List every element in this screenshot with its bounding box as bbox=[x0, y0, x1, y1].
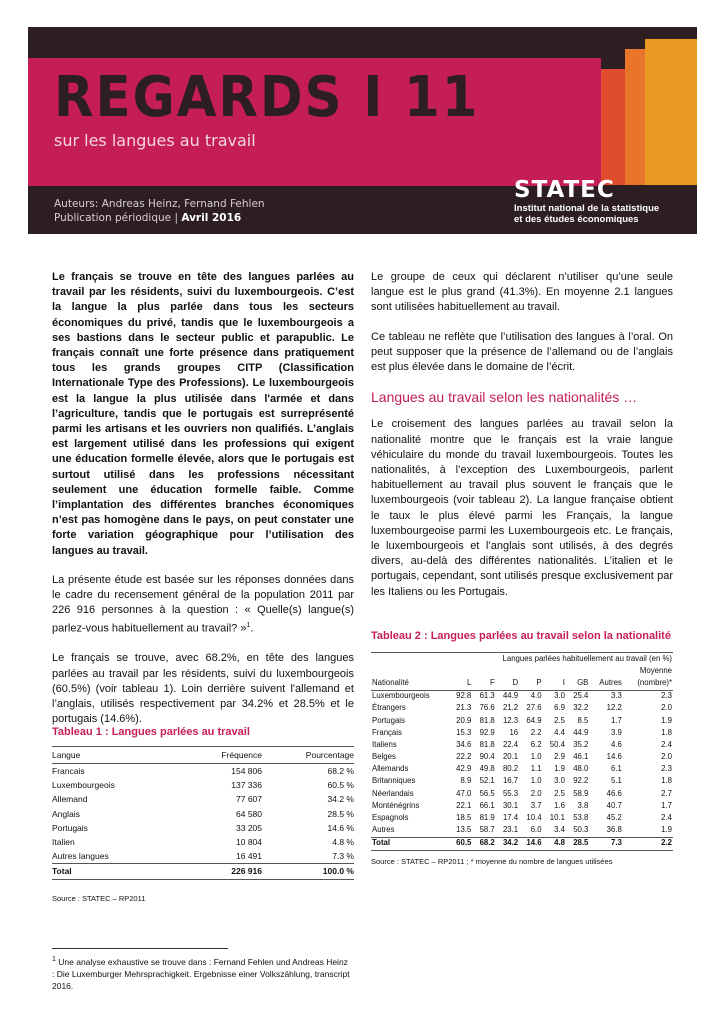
table-cell: 2.3 bbox=[661, 691, 672, 701]
table-cell: 92.2 bbox=[573, 776, 589, 786]
table-cell: 7.3 % bbox=[332, 851, 354, 862]
table-cell: 6.2 bbox=[530, 739, 542, 749]
table-cell: 56.5 bbox=[479, 788, 495, 798]
table-row bbox=[52, 835, 354, 849]
table-cell: 3.3 bbox=[610, 691, 622, 701]
table-2-moyenne-label: Moyenne bbox=[639, 665, 672, 675]
table-cell: 2.2 bbox=[623, 837, 673, 850]
table-cell: 50.3 bbox=[573, 825, 589, 835]
table-cell: Étrangers bbox=[372, 703, 406, 713]
table-cell: 2.9 bbox=[554, 752, 565, 762]
table-cell: 34.6 bbox=[456, 739, 472, 749]
intro-paragraph: Le français se trouve en tête des langues parlées au travail par les résidents, suivi du luxembourgeois. C’est la langue la plus parlée dans tous les secteurs économiques du privé, tandis que le luxembourgeois a ses bastions dans le secteur public et parapublic. Le français connaît une forte présence dans pratiquement tous les grands groupes CITP (Classification Internationale Type des Professions). Le luxembourgeois est la langue la plus utilisée dans l'armée et dans l’agriculture, tandis que le portugais est surreprésenté parmi les artisans et les ouvriers non qualifiés. L’anglais est largement utilisé dans les professions qui exigent une éducation formelle élevée, alors que le portugais est surtout utilisé dans les professions nécessitant seulement une éducation formelle faible. Comme l’implantation des différentes branches économiques n’est pas homogène dans le pays, on peut constater une forte variation géographique pour l’utilisation des langues au travail. bbox=[52, 271, 354, 557]
table-cell: 40.7 bbox=[606, 800, 622, 810]
table-cell: 1.9 bbox=[554, 764, 565, 774]
table-2-header-cell: L bbox=[449, 677, 472, 690]
table-cell: 2.7 bbox=[661, 788, 672, 798]
table-cell: 1.7 bbox=[610, 715, 622, 725]
table-cell: 10.4 bbox=[526, 812, 542, 822]
table-cell: 4.0 bbox=[530, 691, 542, 701]
table-cell: 8.9 bbox=[460, 776, 472, 786]
table-cell: 44.9 bbox=[502, 691, 519, 701]
table-cell: 4.6 bbox=[610, 739, 622, 749]
table-cell: 5.1 bbox=[610, 776, 622, 786]
table-cell: Belges bbox=[372, 752, 396, 762]
left-column bbox=[52, 270, 354, 741]
authors-line: Auteurs: Andreas Heinz, Fernand Fehlen bbox=[54, 198, 265, 210]
table-cell: 92.8 bbox=[456, 691, 472, 701]
table-cell: 92.9 bbox=[479, 727, 495, 737]
table-cell: Portugais bbox=[372, 715, 405, 725]
table-row bbox=[371, 788, 673, 800]
table-cell: 34.2 bbox=[496, 837, 519, 850]
table-cell: 8.5 bbox=[577, 715, 589, 725]
footnote-ref: 1 bbox=[246, 622, 251, 630]
table-cell: 16 491 bbox=[236, 851, 262, 862]
table-cell: 16 bbox=[509, 727, 519, 737]
table-row bbox=[371, 739, 673, 751]
single-language-paragraph: Le groupe de ceux qui déclarent n’utiliser qu’une seule langue est le plus grand (41.3%). En moyenne 2.1 langues sont utilisées habituellement au travail. bbox=[371, 271, 673, 314]
table-cell: Allemands bbox=[372, 764, 409, 774]
table-row bbox=[371, 715, 673, 727]
table-1-header-cell: Pourcentage bbox=[290, 747, 354, 764]
table-cell: 1.1 bbox=[530, 764, 542, 774]
table-row bbox=[52, 807, 354, 821]
table-cell: Allemand bbox=[52, 794, 88, 805]
footnote-separator bbox=[52, 948, 228, 949]
table-1-title: Tableau 1 : Langues parlées au travail bbox=[52, 726, 250, 738]
table-cell: 4.8 bbox=[543, 837, 566, 850]
table-cell: 15.3 bbox=[456, 727, 472, 737]
table-cell: 21.3 bbox=[456, 703, 472, 713]
table-1-grid bbox=[52, 746, 354, 880]
publication-prefix: Publication périodique | bbox=[54, 212, 182, 224]
table-cell: Monténégrins bbox=[372, 800, 420, 810]
table-2-header-cell: D bbox=[496, 677, 519, 690]
institute-line-2: et des études économiques bbox=[514, 214, 639, 225]
table-row bbox=[371, 690, 673, 703]
table-2-header-cell: I bbox=[543, 677, 566, 690]
table-cell: 53.8 bbox=[573, 812, 589, 822]
table-row bbox=[371, 751, 673, 763]
table-cell: 2.0 bbox=[530, 788, 542, 798]
table-cell: 46.1 bbox=[573, 752, 589, 762]
publication-line bbox=[54, 211, 265, 225]
method-text: La présente étude est basée sur les réponses données dans le cadre du recensement général de la population 2011 par 226 916 personnes à la question : « Quelle(s) langue(s) parlez-vous habituellement au travail? » bbox=[52, 573, 354, 636]
table-cell: 7.3 bbox=[589, 837, 622, 850]
table-cell: 16.7 bbox=[502, 776, 519, 786]
publication-subtitle: sur les langues au travail bbox=[54, 131, 256, 150]
statec-logo: STATEC bbox=[514, 177, 615, 203]
table-cell: 20.9 bbox=[456, 715, 472, 725]
header-banner bbox=[28, 27, 697, 234]
table-2-header-cell: GB bbox=[566, 677, 589, 690]
table-cell: 20.1 bbox=[502, 752, 519, 762]
table-cell: 58.9 bbox=[573, 788, 589, 798]
table-cell: 33 205 bbox=[236, 822, 262, 833]
table-cell: 80.2 bbox=[502, 764, 519, 774]
banner-stripe-1 bbox=[601, 69, 625, 185]
table-cell: 6.0 bbox=[530, 825, 542, 835]
table-cell: 3.7 bbox=[530, 800, 542, 810]
table-cell: 137 336 bbox=[231, 780, 262, 791]
table-row bbox=[371, 727, 673, 739]
table-cell: 154 806 bbox=[231, 766, 262, 777]
table-row bbox=[371, 776, 673, 788]
table-2-header-cell: Nationalité bbox=[371, 677, 449, 690]
table-cell: 64 580 bbox=[236, 808, 262, 819]
table-cell: 1.8 bbox=[661, 776, 672, 786]
table-cell: 22.4 bbox=[502, 739, 519, 749]
table-2-header-cell: (nombre)* bbox=[623, 677, 673, 690]
table-2-header-cell: F bbox=[472, 677, 495, 690]
table-cell: 28.5 bbox=[566, 837, 589, 850]
right-column bbox=[371, 270, 673, 614]
table-cell: 46.6 bbox=[606, 788, 622, 798]
table-cell: 34.2 % bbox=[327, 794, 354, 805]
table-2-title: Tableau 2 : Langues parlées au travail selon la nationalité bbox=[371, 630, 671, 642]
institute-name bbox=[514, 203, 659, 225]
table-2-group-header: Langues parlées habituellement au travail (en %) bbox=[449, 653, 673, 666]
table-cell: 3.0 bbox=[554, 691, 565, 701]
table-2 bbox=[371, 630, 673, 866]
table-cell: 22.1 bbox=[456, 800, 472, 810]
table-cell: 60.5 bbox=[449, 837, 472, 850]
table-cell: Francais bbox=[52, 766, 85, 777]
table-cell: 14.6 % bbox=[327, 822, 354, 833]
table-cell: Espagnols bbox=[372, 812, 409, 822]
table-row bbox=[371, 800, 673, 812]
table-cell: 2.4 bbox=[661, 739, 672, 749]
table-row bbox=[52, 778, 354, 792]
table-row bbox=[371, 824, 673, 837]
table-1-header-row bbox=[52, 747, 354, 764]
table-cell: 64.9 bbox=[526, 715, 542, 725]
table-cell: Anglais bbox=[52, 808, 80, 819]
table-cell: 35.2 bbox=[573, 739, 589, 749]
table-cell: 1.6 bbox=[554, 800, 565, 810]
table-row bbox=[52, 764, 354, 779]
table-cell: Luxembourgeois bbox=[52, 780, 115, 791]
table-cell: 21.2 bbox=[502, 703, 519, 713]
table-cell: 81.8 bbox=[479, 739, 495, 749]
table-cell: 1.8 bbox=[661, 727, 672, 737]
table-1-header-cell: Langue bbox=[52, 747, 192, 764]
authors-block bbox=[54, 197, 265, 225]
table-cell: 28.5 % bbox=[327, 808, 354, 819]
table-cell: Italiens bbox=[372, 739, 397, 749]
table-cell: Français bbox=[372, 727, 402, 737]
method-end: . bbox=[250, 623, 254, 636]
footnote-number: 1 bbox=[52, 956, 56, 963]
table-cell: 2.5 bbox=[554, 715, 565, 725]
table-row bbox=[52, 821, 354, 835]
table-2-header-cell: Autres bbox=[589, 677, 622, 690]
table-cell: 2.4 bbox=[661, 812, 672, 822]
table-row bbox=[371, 764, 673, 776]
table-cell: 48.0 bbox=[573, 764, 589, 774]
table-cell: 30.1 bbox=[502, 800, 519, 810]
table-cell: 13.5 bbox=[456, 825, 472, 835]
publication-date: Avril 2016 bbox=[181, 212, 242, 224]
table-cell: 3.9 bbox=[610, 727, 622, 737]
table-1-source: Source : STATEC – RP2011 bbox=[52, 893, 146, 903]
table-cell: Total bbox=[52, 864, 192, 879]
footnote bbox=[52, 954, 352, 992]
table-cell: 2.0 bbox=[661, 703, 672, 713]
table-cell: 2.0 bbox=[661, 752, 672, 762]
table-cell: 55.3 bbox=[502, 788, 519, 798]
table-cell: 58.7 bbox=[479, 825, 495, 835]
table-cell: 52.1 bbox=[479, 776, 495, 786]
table-2-moyenne-row bbox=[371, 665, 673, 677]
table-cell: 4.4 bbox=[554, 727, 565, 737]
table-cell: 25.4 bbox=[573, 691, 589, 701]
table-cell: 3.0 bbox=[554, 776, 565, 786]
table-cell: 4.8 % bbox=[332, 837, 354, 848]
table-cell: 27.6 bbox=[526, 703, 542, 713]
table-cell: 1.0 bbox=[530, 776, 542, 786]
table-cell: 10.1 bbox=[549, 812, 565, 822]
table-cell: 66.1 bbox=[479, 800, 495, 810]
banner-stripe-2 bbox=[625, 49, 645, 185]
table-cell: 2.2 bbox=[530, 727, 542, 737]
table-2-header-cell: P bbox=[519, 677, 542, 690]
table-2-total-row bbox=[371, 837, 673, 850]
table-cell: 3.8 bbox=[577, 800, 589, 810]
table-cell: 42.9 bbox=[456, 764, 472, 774]
table-row bbox=[52, 792, 354, 806]
banner-stripe-3 bbox=[645, 39, 697, 185]
institute-line-1: Institut national de la statistique bbox=[514, 203, 660, 214]
table-cell: 81.9 bbox=[479, 812, 495, 822]
table-cell: 81.8 bbox=[479, 715, 495, 725]
table-1 bbox=[52, 726, 354, 903]
table-cell: 3.4 bbox=[554, 825, 565, 835]
table-cell: 2.3 bbox=[661, 764, 672, 774]
table-cell: 44.9 bbox=[573, 727, 589, 737]
table-cell: 76.6 bbox=[479, 703, 495, 713]
table-1-header-cell: Fréquence bbox=[192, 747, 290, 764]
table-cell: 22.2 bbox=[456, 752, 472, 762]
footnote-text: Une analyse exhaustive se trouve dans : Fernand Fehlen und Andreas Heinz : Die Luxemburger Mehrsprachigkeit. Ergebnisse einer Volkszählung, transcript 2016. bbox=[52, 956, 350, 991]
table-1-total-row bbox=[52, 864, 354, 879]
table-cell: 47.0 bbox=[456, 788, 472, 798]
table-2-source: Source : STATEC – RP2011 ; * moyenne du nombre de langues utilisées bbox=[371, 856, 613, 866]
table-cell: Néerlandais bbox=[372, 788, 414, 798]
table-cell: 12.3 bbox=[502, 715, 519, 725]
table-cell: 1.9 bbox=[661, 825, 672, 835]
table-cell: 68.2 bbox=[472, 837, 495, 850]
method-paragraph bbox=[52, 573, 354, 637]
table-cell: Luxembourgeois bbox=[372, 691, 430, 701]
table-cell: 49.8 bbox=[479, 764, 495, 774]
oral-paragraph: Ce tableau ne reflète que l’utilisation des langues à l’oral. On peut supposer que la présence de l’allemand ou de l’anglais est plus élevée dans le domaine de l’écrit. bbox=[371, 330, 673, 374]
table-cell: 226 916 bbox=[192, 864, 290, 879]
table-cell: 2.5 bbox=[554, 788, 565, 798]
table-cell: Autres langues bbox=[52, 851, 109, 862]
table-cell: 100.0 % bbox=[290, 864, 354, 879]
table-cell: 50.4 bbox=[549, 739, 565, 749]
table-row bbox=[371, 703, 673, 715]
results-paragraph: Le français se trouve, avec 68.2%, en tête des langues parlées au travail par les résidents, suivi du luxembourgeois (60.5%) (voir tableau 1). Loin derrière suivent l'allemand et l’anglais, utilisés respectivement par 34.2% et 28.5% et le portugais (14.6%). bbox=[52, 652, 354, 726]
table-2-grid bbox=[371, 652, 673, 851]
table-cell: Italien bbox=[52, 837, 75, 848]
publication-title: REGARDS I 11 bbox=[54, 65, 480, 130]
table-cell: 68.2 % bbox=[327, 766, 354, 777]
table-cell: 1.9 bbox=[661, 715, 672, 725]
table-cell: 6.1 bbox=[610, 764, 622, 774]
table-cell: 18.5 bbox=[456, 812, 472, 822]
table-cell: 60.5 % bbox=[327, 780, 354, 791]
section-heading: Langues au travail selon les nationalités … bbox=[371, 389, 638, 406]
table-cell: 6.9 bbox=[554, 703, 565, 713]
table-cell: 45.2 bbox=[606, 812, 622, 822]
table-cell: 61.3 bbox=[479, 691, 495, 701]
table-cell: 17.4 bbox=[502, 812, 519, 822]
table-cell: 10 804 bbox=[236, 837, 262, 848]
table-cell: 12.2 bbox=[606, 703, 622, 713]
table-cell: 36.8 bbox=[606, 825, 622, 835]
table-cell: 77 607 bbox=[236, 794, 262, 805]
table-cell: 23.1 bbox=[502, 825, 519, 835]
table-cell: 14.6 bbox=[606, 752, 622, 762]
table-row bbox=[52, 849, 354, 864]
table-cell: 90.4 bbox=[479, 752, 495, 762]
table-cell: Britanniques bbox=[372, 776, 416, 786]
table-2-group-header-row bbox=[371, 653, 673, 666]
table-row bbox=[371, 812, 673, 824]
table-cell: 1.7 bbox=[661, 800, 672, 810]
table-cell: Autres bbox=[372, 825, 395, 835]
table-cell: Total bbox=[371, 837, 449, 850]
table-cell: 1.0 bbox=[530, 752, 542, 762]
nationality-paragraph: Le croisement des langues parlées au travail selon la nationalité montre que le français est la vraie langue véhiculaire du monde du travail luxembourgeois. Toutes les nationalités, à l’exception des Luxembourgeois, parlent habituellement au travail plus souvent le français que le luxembourgeois (voir tableau 2). La langue française obtient le taux le plus élevé parmi les Français, la langue luxembourgeoise parmi les Luxembourgeois etc. Le français, le luxembourgeois et l’anglais sont utilisés, à des degrés divers, au-delà des différentes nationalités. L’italien et le portugais, cependant, sont utilisés presque exclusivement par les Italiens ou les Portugais. bbox=[371, 418, 673, 598]
table-2-header-row bbox=[371, 677, 673, 690]
table-cell: 14.6 bbox=[519, 837, 542, 850]
table-cell: Portugais bbox=[52, 822, 88, 833]
table-cell: 32.2 bbox=[573, 703, 589, 713]
